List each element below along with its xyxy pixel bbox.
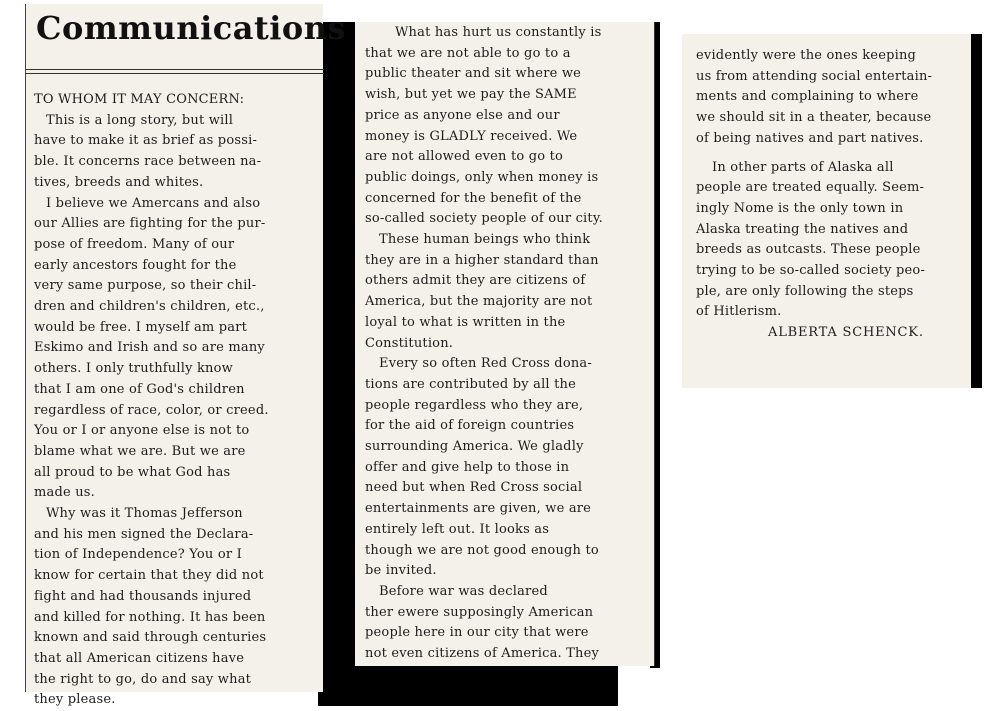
- text-line: people are treated equally. Seem-: [696, 180, 925, 196]
- text-line: These human beings who think: [379, 232, 591, 248]
- text-line: we should sit in a theater, because: [696, 110, 932, 126]
- text-line: that all American citizens have: [34, 650, 245, 666]
- text-line: know for certain that they did not: [34, 568, 264, 584]
- text-line: public doings, only when money is: [365, 169, 599, 185]
- text-line: that I am one of God's children: [34, 381, 245, 397]
- text-line: tions are contributed by all the: [365, 376, 577, 392]
- text-line: entirely left out. It looks as: [365, 521, 550, 537]
- text-line: trying to be so-called society peo-: [696, 263, 926, 279]
- text-line: money is GLADLY received. We: [365, 128, 578, 144]
- text-line: wish, but yet we pay the SAME: [365, 87, 577, 103]
- text-line: people regardless who they are,: [365, 397, 584, 413]
- text-line: Why was it Thomas Jefferson: [46, 506, 243, 522]
- text-line: ble. It concerns race between na-: [34, 154, 262, 170]
- text-line: ingly Nome is the only town in: [696, 200, 904, 216]
- section-heading: Communications: [36, 9, 346, 47]
- text-line: not even citizens of America. They: [365, 646, 600, 662]
- article-column-3: [682, 34, 971, 388]
- text-line: America, but the majority are not: [365, 294, 593, 310]
- text-line: concerned for the benefit of the: [365, 190, 582, 206]
- text-line: dren and children's children, etc.,: [34, 299, 265, 315]
- text-line: ments and complaining to where: [696, 89, 919, 105]
- text-line: made us.: [34, 485, 96, 501]
- text-line: early ancestors fought for the: [34, 257, 237, 273]
- text-line: I believe we Amercans and also: [46, 195, 261, 211]
- text-line: Constitution.: [365, 335, 454, 351]
- text-line: people here in our city that were: [365, 625, 589, 641]
- text-line: public theater and sit where we: [365, 66, 582, 82]
- heading-rule: [26, 69, 324, 70]
- heading-rule: [26, 73, 324, 74]
- text-line: known and said through centuries: [34, 630, 267, 646]
- text-line: regardless of race, color, or creed.: [34, 402, 269, 418]
- text-line: the right to go, do and say what: [34, 671, 252, 687]
- text-line: so-called society people of our city.: [365, 211, 603, 227]
- text-line: have to make it as brief as possi-: [34, 133, 258, 149]
- text-line: though we are not good enough to: [365, 542, 599, 558]
- text-line: that we are not able to go to a: [365, 45, 571, 61]
- author-signature: ALBERTA SCHENCK.: [768, 325, 924, 341]
- text-line: be invited.: [365, 563, 437, 579]
- text-line: Before war was declared: [379, 583, 548, 599]
- text-line: ple, are only following the steps: [696, 283, 914, 299]
- text-line: tion of Independence? You or I: [34, 547, 242, 563]
- text-line: would be free. I myself am part: [34, 319, 248, 335]
- text-line: for the aid of foreign countries: [365, 418, 575, 434]
- text-line: You or I or anyone else is not to: [34, 423, 250, 439]
- text-line: In other parts of Alaska all: [712, 159, 894, 175]
- article-column-1: [25, 4, 346, 708]
- text-line: Eskimo and Irish and so are many: [34, 340, 265, 356]
- text-line: are not allowed even to go to: [365, 149, 564, 165]
- text-line: our Allies are fighting for the pur-: [34, 216, 266, 232]
- text-line: breeds as outcasts. These people: [696, 242, 921, 258]
- text-line: tives, breeds and whites.: [34, 174, 204, 190]
- text-line: others admit they are citizens of: [365, 273, 586, 289]
- text-line: blame what we are. But we are: [34, 443, 246, 459]
- text-line: price as anyone else and our: [365, 107, 560, 123]
- text-line: fight and had thousands injured: [34, 588, 252, 604]
- text-line: they please.: [34, 692, 116, 708]
- text-line: of being natives and part natives.: [696, 130, 924, 146]
- text-line: others. I only truthfully know: [34, 361, 233, 377]
- text-line: all proud to be what God has: [34, 464, 231, 480]
- text-line: pose of freedom. Many of our: [34, 236, 235, 252]
- salutation: TO WHOM IT MAY CONCERN:: [34, 92, 245, 107]
- text-line: need but when Red Cross social: [365, 480, 583, 496]
- text-line: and killed for nothing. It has been: [34, 609, 266, 625]
- text-line: loyal to what is written in the: [365, 314, 566, 330]
- text-line: ther ewere supposingly American: [365, 604, 594, 620]
- text-line: of Hitlerism.: [696, 304, 782, 320]
- text-line: and his men signed the Declara-: [34, 526, 254, 542]
- text-line: Alaska treating the natives and: [696, 221, 909, 237]
- text-line: entertainments are given, we are: [365, 501, 592, 517]
- scan-backing: [318, 666, 618, 706]
- text-line: evidently were the ones keeping: [696, 48, 917, 63]
- text-line: surrounding America. We gladly: [365, 439, 584, 455]
- text-line: they are in a higher standard than: [365, 252, 599, 268]
- text-line: us from attending social entertain-: [696, 68, 933, 84]
- text-line: offer and give help to those in: [365, 459, 570, 475]
- text-line: very same purpose, so their chil-: [34, 278, 257, 294]
- text-line: What has hurt us constantly is: [395, 25, 602, 40]
- text-line: Every so often Red Cross dona-: [379, 356, 592, 372]
- text-line: This is a long story, but will: [46, 112, 234, 128]
- article-column-2: [355, 22, 655, 666]
